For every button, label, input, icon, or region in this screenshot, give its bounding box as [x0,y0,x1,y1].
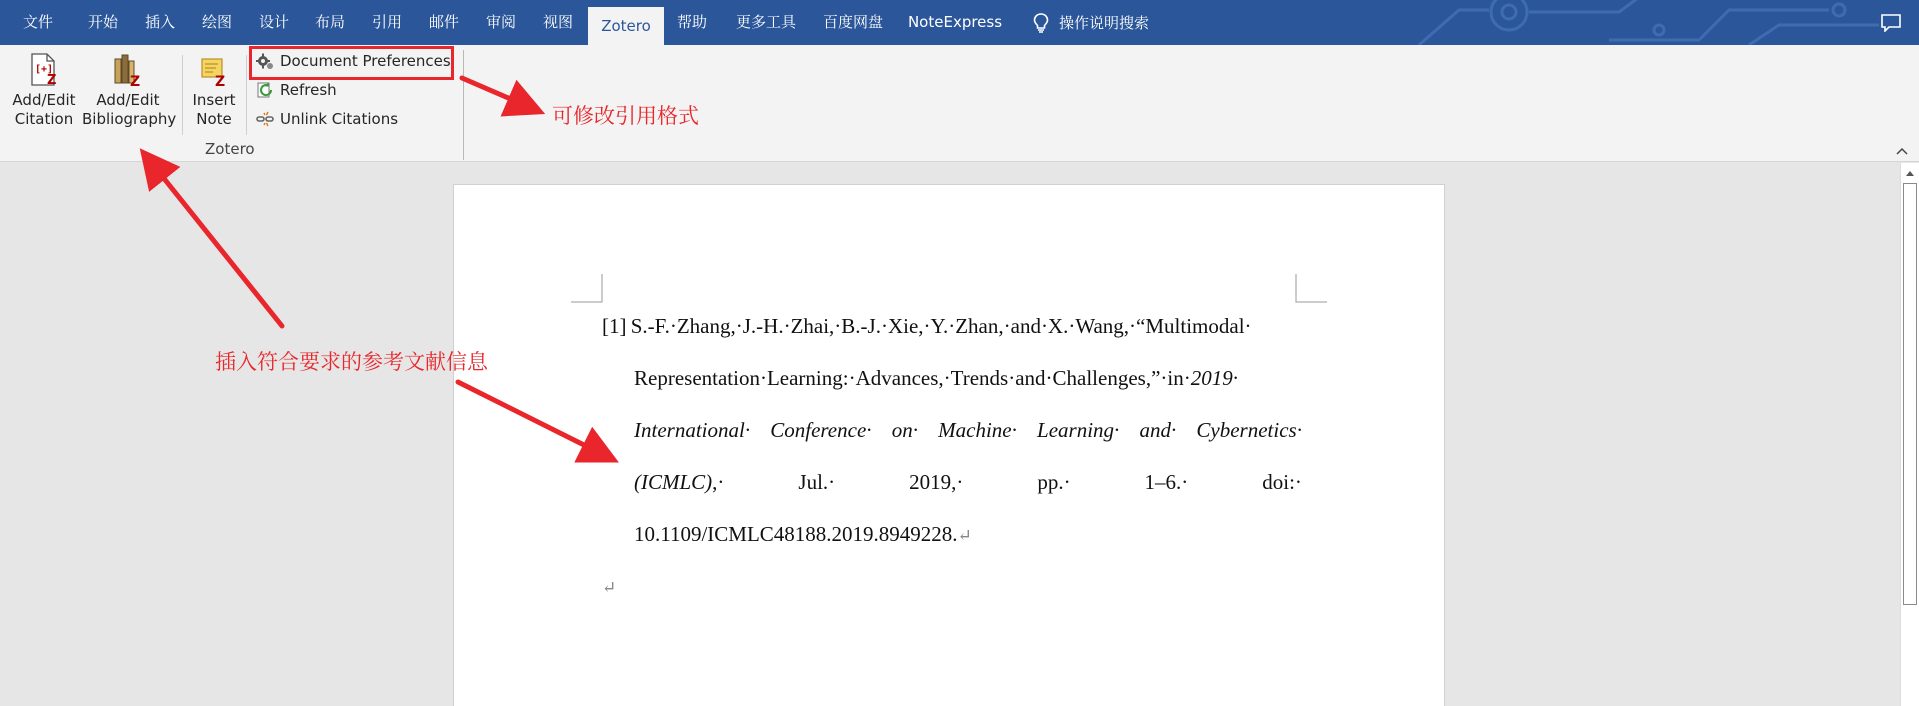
unlink-citations-label: Unlink Citations [280,110,399,128]
add-edit-bibliography-button[interactable] [82,53,177,129]
tell-me-label: 操作说明搜索 [1059,14,1150,32]
menu-bar [0,0,1919,45]
document-preferences-highlight [249,46,454,80]
add-edit-citation-button[interactable] [10,53,78,129]
tell-me-search[interactable] [1033,0,1149,45]
reference-word: and· [1139,418,1177,442]
paragraph-mark: ↵ [957,526,972,545]
add-edit-bibliography-line2: Bibliography [82,110,177,128]
reference-word: 1–6.· [1144,470,1189,494]
tab-help[interactable]: 帮助 [676,13,707,31]
reference-word: Learning· [1037,418,1120,442]
reference-line-2 [634,366,1302,396]
comment-icon[interactable] [1881,14,1901,32]
reference-word: Conference· [770,418,872,442]
tab-mailings[interactable]: 邮件 [428,13,459,31]
reference-line-2-year: 2019· [1190,366,1238,390]
tab-file[interactable]: 文件 [22,13,53,31]
ribbon-separator [246,55,247,135]
tab-zotero[interactable]: Zotero [588,7,664,45]
reference-word: Machine· [938,418,1017,442]
reference-conference-abbrev: (ICMLC) [634,470,713,494]
tab-baidu-netdisk[interactable]: 百度网盘 [822,13,883,31]
annotation-insert-note: 插入符合要求的参考文献信息 [215,350,488,374]
reference-line-1-text: [1] S.-F.·Zhang,·J.-H.·Zhai,·B.-J.·Xie,·Y.·Zhan,·and·X.·Wang,·“Multimodal· [602,314,1252,338]
tab-references[interactable]: 引用 [371,13,402,31]
tab-home[interactable]: 开始 [87,13,118,31]
scroll-thumb[interactable] [1903,183,1917,605]
unlink-citations-button[interactable] [256,106,398,132]
svg-text:[+]: [+] [35,64,54,75]
bibliography-books-icon [112,53,144,87]
add-edit-bibliography-line1: Add/Edit [96,91,160,109]
reference-word: Jul.· [798,470,836,494]
paragraph-mark: ↵ [602,578,617,597]
empty-paragraph [602,574,642,604]
ribbon-group-label: Zotero [205,140,255,158]
reference-line-3 [634,418,1302,448]
tab-layout[interactable]: 布局 [314,13,345,31]
collapse-ribbon-icon[interactable] [1895,146,1909,156]
reference-line-5-text: 10.1109/ICMLC48188.2019.8949228. [634,522,958,546]
reference-word: doi:· [1262,470,1302,494]
unlink-chain-icon [256,110,274,128]
reference-line-5 [634,522,1302,552]
svg-text:Z: Z [47,73,57,87]
tab-design[interactable]: 设计 [258,13,289,31]
circuit-pattern-icon [1359,0,1919,45]
tab-review[interactable]: 审阅 [485,13,516,31]
tab-noteexpress[interactable]: NoteExpress [907,13,1003,31]
tab-more-tools[interactable]: 更多工具 [735,13,796,31]
insert-note-icon [199,53,229,87]
arrow-to-add-edit-bibliography [146,156,282,326]
reference-word: 2019,· [909,470,964,494]
scroll-up-arrow-icon[interactable] [1901,165,1919,181]
refresh-button[interactable] [256,77,337,103]
insert-note-line1: Insert [192,91,236,109]
annotation-format-note: 可修改引用格式 [552,104,699,128]
reference-word: International· [634,418,751,442]
insert-note-button[interactable] [189,53,239,129]
reference-word: ,· [712,470,725,494]
reference-word: Cybernetics· [1196,418,1302,442]
ribbon-separator [182,55,183,135]
add-edit-citation-line1: Add/Edit [12,91,76,109]
refresh-icon [256,81,274,99]
add-edit-citation-line2: Citation [14,110,74,128]
ribbon-group-separator [463,50,464,160]
reference-line-1 [602,314,1302,344]
citation-document-icon [29,53,59,87]
insert-note-line2: Note [196,110,232,128]
reference-line-4 [634,470,1302,500]
reference-line-2-text: Representation·Learning:·Advances,·Trends·and·Challenges,”·in· [634,366,1191,390]
vertical-scrollbar[interactable] [1900,163,1919,706]
reference-word: on· [891,418,918,442]
crop-mark-top-right [1293,274,1327,304]
tab-insert[interactable]: 插入 [144,13,175,31]
refresh-label: Refresh [280,81,337,99]
crop-mark-top-left [571,274,605,304]
svg-text:Z: Z [215,74,226,87]
tab-view[interactable]: 视图 [542,13,573,31]
tab-draw[interactable]: 绘图 [201,13,232,31]
svg-text:Z: Z [130,74,141,87]
lightbulb-icon [1033,13,1049,33]
document-preferences-label: Document Preferences [280,52,451,70]
reference-word: pp.· [1037,470,1071,494]
